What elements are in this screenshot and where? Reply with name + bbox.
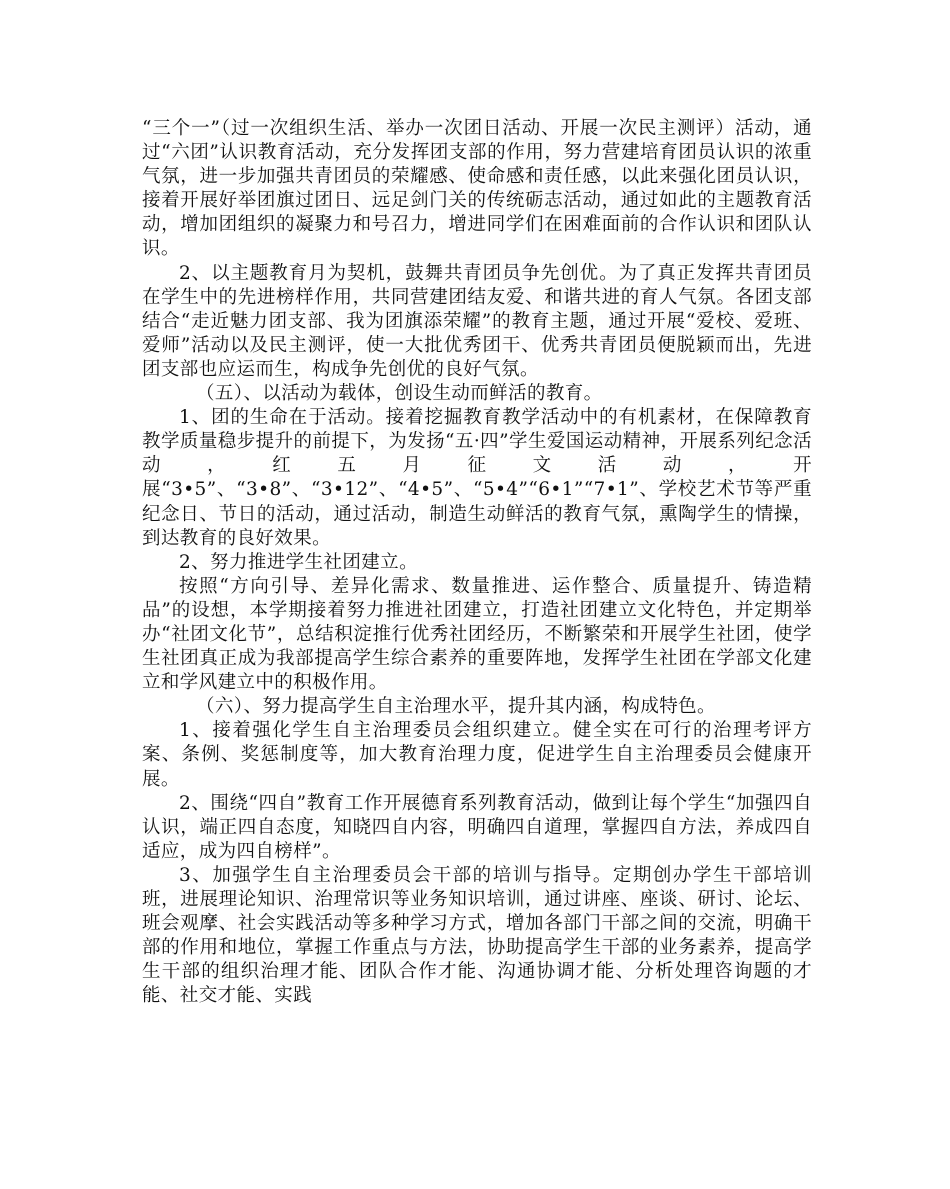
paragraph: 2、围绕“四自”教育工作开展德育系列教育活动，做到让每个学生“加强四自认识，端正四自态度，知晓四自内容，明确四自道理，掌握四自方法，养成四自适应，成为四自榜样”。 (142, 792, 812, 862)
paragraph: 1、团的生命在于活动。接着挖掘教育教学活动中的有机素材，在保障教育教学质量稳步提升的前提下，为发扬“五·四”学生爱国运动精神，开展系列纪念活动，红五月征文活动，开展“3•5”、“3•8”、“3•12”、“4•5”、“5•4”“6•1”“7•1”、学校艺术节等严重纪念日、节日的活动，通过活动，制造生动鲜活的教育气氛，熏陶学生的情操，到达教育的良好效果。 (142, 407, 812, 549)
paragraph: 3、加强学生自主治理委员会干部的培训与指导。定期创办学生干部培训班，进展理论知识、治理常识等业务知识培训，通过讲座、座谈、研讨、论坛、班会观摩、社会实践活动等多种学习方式，增加各部门干部之间的交流，明确干部的作用和地位，掌握工作重点与方法，协助提高学生干部的业务素养，提高学生干部的组织治理才能、团队合作才能、沟通协调才能、分析处理咨询题的才能、社交才能、实践 (142, 864, 812, 1007)
paragraph: 按照“方向引导、差异化需求、数量推进、运作整合、质量提升、铸造精品”的设想，本学期接着努力推进社团建立，打造社团建立文化特色，并定期举办“社团文化节”，总结积淀推行优秀社团经历，不断繁荣和开展学生社团，使学生社团真正成为我部提高学生综合素养的重要阵地，发挥学生社团在学部文化建立和学风建立中的积极作用。 (142, 575, 812, 694)
paragraph: 2、努力推进学生社团建立。 (179, 551, 418, 573)
paragraph: 1、接着强化学生自主治理委员会组织建立。健全实在可行的治理考评方案、条例、奖惩制度等，加大教育治理力度，促进学生自主治理委员会健康开展。 (142, 720, 812, 790)
paragraph: “三个一”（过一次组织生活、举办一次团日活动、开展一次民主测评）活动，通过“六团”认识教育活动，充分发挥团支部的作用，努力营建培育团员认识的浓重气氛，进一步加强共青团员的荣耀感、使命感和责任感，以此来强化团员认识，接着开展好举团旗过团日、远足剑门关的传统砺志活动，通过如此的主题教育活动，增加团组织的凝聚力和号召力，增进同学们在困难面前的合作认识和团队认识。 (142, 118, 812, 260)
paragraph: 2、以主题教育月为契机，鼓舞共青团员争先创优。为了真正发挥共青团员在学生中的先进榜样作用，共同营建团结友爱、和谐共进的育人气氛。各团支部结合“走近魅力团支部、我为团旗添荣耀”的教育主题，通过开展“爱校、爱班、爱师”活动以及民主测评，使一大批优秀团干、优秀共青团员便脱颖而出，先进团支部也应运而生，构成争先创优的良好气氛。 (142, 262, 812, 380)
document-body (142, 117, 812, 1008)
section-heading: （五）、以活动为载体，创设生动而鲜活的教育。 (196, 383, 603, 405)
section-heading: （六）、努力提高学生自主治理水平，提升其内涵，构成特色。 (196, 696, 716, 718)
